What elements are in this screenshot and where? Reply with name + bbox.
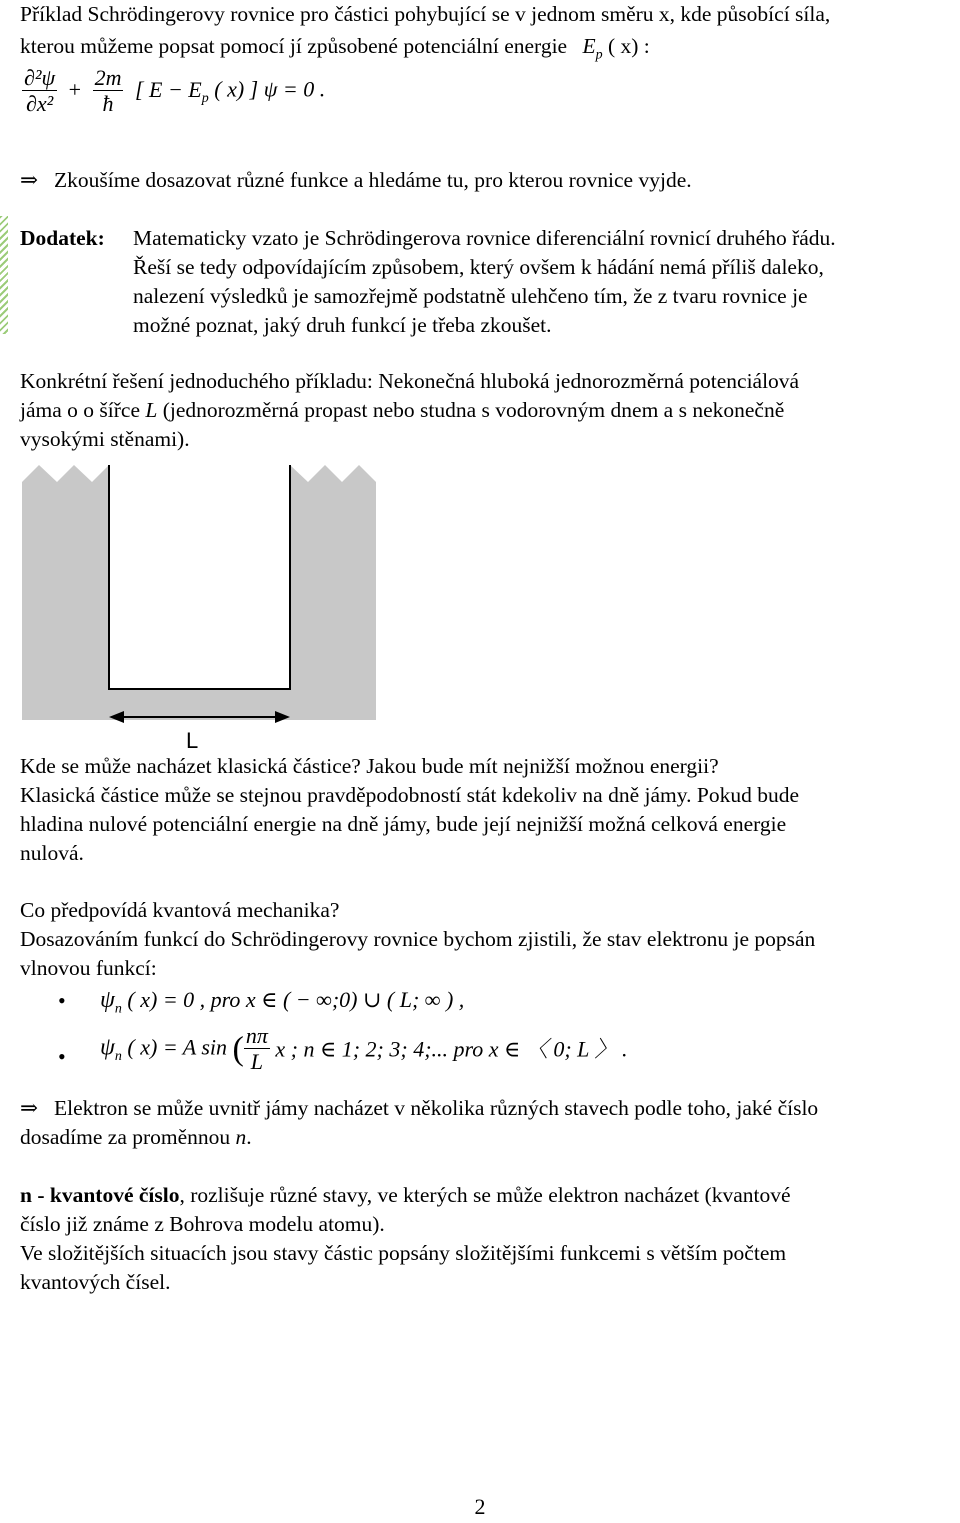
intro-line-1: Příklad Schrödingerovy rovnice pro částici pohybující se v jednom směru x, kde působící síla, <box>20 2 831 26</box>
variable-n: n <box>235 1125 247 1149</box>
solution-2-amplitude: ( x) = A sin <box>127 1034 227 1060</box>
plus-sign: + <box>68 76 82 102</box>
bullet-1: • <box>58 988 66 1013</box>
solution-2-expression: x ; n ∈ 1; 2; 3; 4;... pro x ∈ 〈 0; L 〉 . <box>275 1036 628 1062</box>
conclusion-2-line-1 <box>20 1094 940 1123</box>
ep-argument: ( x) : <box>607 34 650 58</box>
equation-subscript: p <box>201 90 209 106</box>
psi-subscript: n <box>114 1001 122 1017</box>
solution-outside-well <box>100 986 464 1024</box>
sine-argument-fraction <box>244 1024 270 1075</box>
addendum-line-1: Matematicky vzato je Schrödingerova rovnice diferenciální rovnicí druhého řádu. <box>133 226 836 250</box>
example-line-2-start: jáma o o šířce <box>20 398 146 422</box>
well-walls <box>22 465 376 720</box>
psi-symbol: ψ <box>100 987 115 1013</box>
quantum-number-line-1 <box>20 1181 940 1210</box>
addendum-line-3: nalezení výsledků je samozřejmě podstatně ulehčeno tím, že z tvaru rovnice je <box>133 284 808 308</box>
addendum-line-2: Řeší se tedy odpovídajícím způsobem, který ovšem k hádání nemá příliš daleko, <box>133 255 824 279</box>
quantum-number-term: n - kvantové číslo <box>20 1183 180 1207</box>
example-line-3: vysokými stěnami). <box>20 427 190 451</box>
intro-line-2-text: kterou můžeme popsat pomocí jí způsobené potenciální energie <box>20 34 568 58</box>
answer-1-line-2: hladina nulové potenciální energie na dně jámy, bude její nejnižší možná celková energie <box>20 812 787 836</box>
conclusion-2-line-2 <box>20 1123 940 1152</box>
width-symbol: L <box>145 398 158 422</box>
well-outline <box>109 465 290 689</box>
question-1: Kde se může nacházet klasická částice? Jakou bude mít nejnižší možnou energii? <box>20 754 719 778</box>
quantum-number-definition: , rozlišuje různé stavy, ve kterých se může elektron nacházet (kvantové <box>179 1183 791 1207</box>
example-line-2-end: (jednorozměrná propast nebo studna s vodorovným dnem a s nekonečně <box>157 398 785 422</box>
solution-inside-well: $\psi_n$ ( x) = A sin ( $\frac{n\pi}{L}$ x ; n ∈ 1; 2; 3; 4;... pro x ∈ 〈 0; L 〉 . <box>100 1023 628 1074</box>
fraction-denominator: L <box>244 1048 270 1075</box>
implies-arrow-icon: ⇒ <box>20 1096 39 1120</box>
fraction-numerator: 2m <box>94 65 122 90</box>
question-2: Co předpovídá kvantová mechanika? <box>20 898 340 922</box>
fraction-numerator: nπ <box>245 1023 268 1048</box>
quantum-number-line-4: kvantových čísel. <box>20 1270 171 1294</box>
width-label: L <box>186 728 199 753</box>
equation-body: [ E − E <box>134 76 202 102</box>
addendum-label: Dodatek: <box>20 226 105 250</box>
conclusion-2-text: Elektron se může uvnitř jámy nacházet v několika různých stavech podle toho, jaké číslo <box>54 1096 819 1120</box>
ep-subscript: p <box>595 47 603 63</box>
conclusion-2-line-2-start: dosadíme za proměnnou <box>20 1125 236 1149</box>
addendum-line-4: možné poznat, jaký druh funkcí je třeba zkoušet. <box>133 313 552 337</box>
ep-symbol: E <box>582 34 596 58</box>
psi-subscript: n <box>114 1048 122 1064</box>
fraction-denominator: ħ <box>93 90 124 117</box>
implies-arrow-icon: ⇒ <box>20 168 39 192</box>
conclusion-1-text: Zkoušíme dosazovat různé funkce a hledáme tu, pro kterou rovnice vyjde. <box>54 168 692 192</box>
example-line-1: Konkrétní řešení jednoduchého příkladu: Nekonečná hluboká jednorozměrná potenciálová <box>20 369 800 393</box>
quantum-number-line-3: Ve složitějších situacích jsou stavy částic popsány složitějšími funkcemi s větším počtem <box>20 1241 787 1265</box>
fraction-denominator: ∂x² <box>22 90 57 117</box>
answer-1-line-1: Klasická částice může se stejnou pravděpodobností stát kdekoliv na dně jámy. Pokud bude <box>20 783 799 807</box>
psi-symbol: ψ <box>100 1034 115 1061</box>
page-number: 2 <box>474 1494 486 1519</box>
conclusion-2-line-2-end: . <box>246 1125 252 1149</box>
answer-1-line-3: nulová. <box>20 841 84 865</box>
bullet-2: • <box>58 1044 66 1069</box>
quantum-number-line-2: číslo již známe z Bohrova modelu atomu). <box>20 1212 385 1236</box>
solution-1-expression: ( x) = 0 , pro x ∈ ( − ∞;0) ∪ ( L; ∞ ) , <box>127 987 465 1012</box>
equation-tail: ( x) ] ψ = 0 . <box>214 76 326 102</box>
fraction-numerator: ∂²ψ <box>24 65 56 90</box>
answer-2-line-2: vlnovou funkcí: <box>20 956 157 980</box>
answer-2-line-1: Dosazováním funkcí do Schrödingerovy rovnice bychom zjistili, že stav elektronu je popsán <box>20 927 816 951</box>
